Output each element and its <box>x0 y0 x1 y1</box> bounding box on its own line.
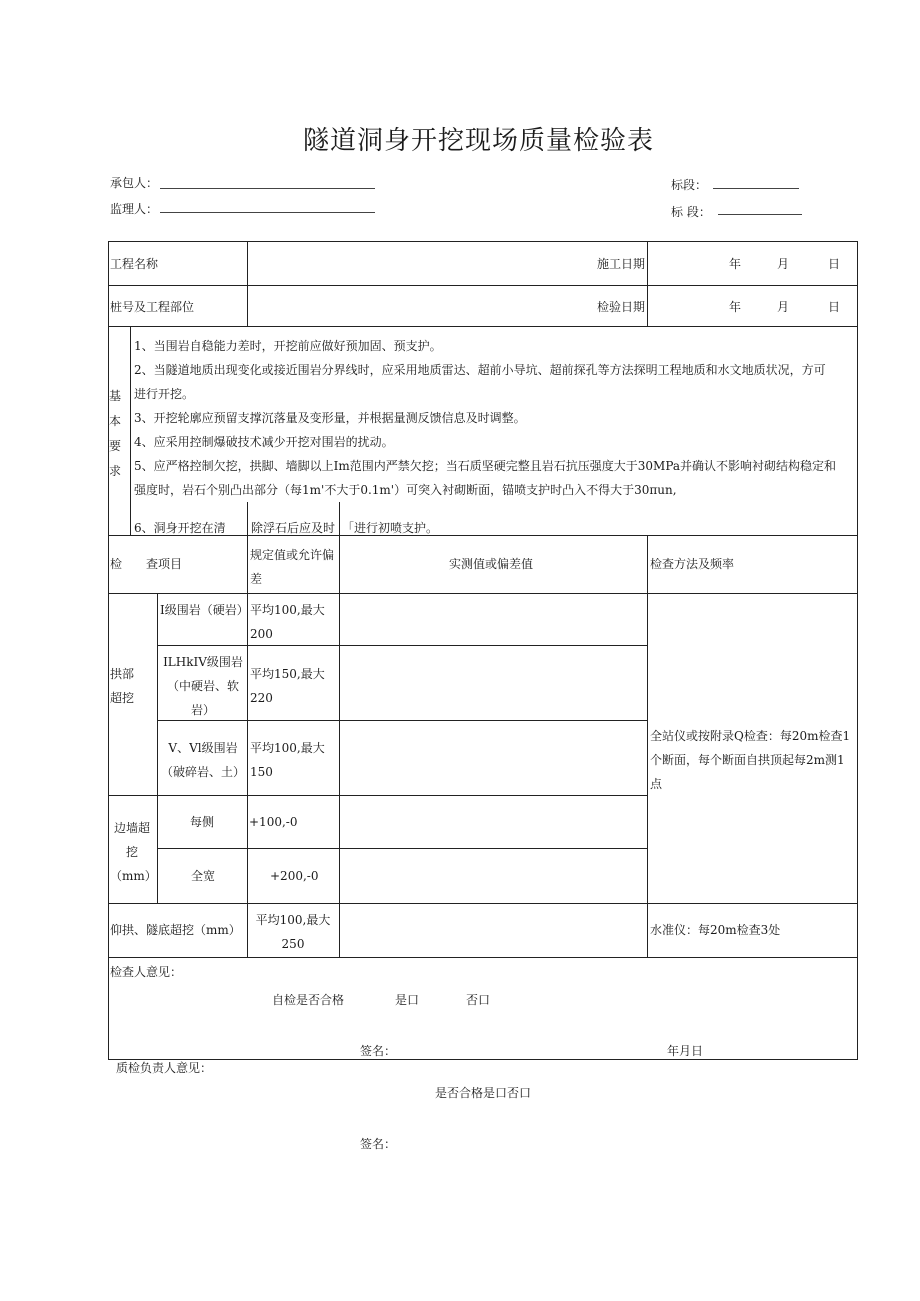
arch-overbreak-label: 拱部超挖 <box>110 667 135 705</box>
invert-spec: 平均100,最大250 <box>255 913 331 951</box>
inspection-date-year: 年 <box>729 300 742 314</box>
qc-opinion-label: 质检负责人意见： <box>116 1061 213 1075</box>
no-checkbox[interactable]: 否口 <box>466 993 491 1007</box>
arch-spec-1: 平均100,最大200 <box>250 603 325 641</box>
arch-grade-1: I级围岩（硬岩） <box>160 603 249 617</box>
arch-grade-2: ILHkIV级围岩（中硬岩、软岩） <box>163 655 243 717</box>
invert-overbreak-label: 仰拱、隧底超挖（mm） <box>110 923 241 937</box>
section-field-1[interactable] <box>713 188 799 189</box>
self-check-label: 自检是否合格 <box>272 993 345 1007</box>
requirement-2: 2、当隧道地质出现变化或接近围岩分界线时，应采用地质雷达、超前小导坑、超前探孔等方法探明工程地质和水文地质状况，方可 <box>134 363 826 377</box>
inspection-date-label: 检验日期 <box>597 300 646 314</box>
inspection-date-day: 日 <box>828 300 841 314</box>
contractor-label: 承包人： <box>110 176 159 190</box>
inspector-sign-label: 签名： <box>360 1044 397 1058</box>
arch-spec-3: 平均100,最大150 <box>250 741 325 779</box>
section-field-2[interactable] <box>718 214 802 215</box>
wall-spec-full-width: +200,-0 <box>270 869 319 883</box>
project-name-label: 工程名称 <box>110 257 159 271</box>
qc-check[interactable]: 是否合格是口否口 <box>435 1086 532 1100</box>
supervisor-field[interactable] <box>160 212 375 213</box>
qc-sign-label: 签名： <box>360 1137 397 1151</box>
requirement-4: 4、应采用控制爆破技术减少开挖对围岩的扰动。 <box>134 435 394 449</box>
requirement-1: 1、当围岩自稳能力差时，开挖前应做好预加固、预支护。 <box>134 339 442 353</box>
inspection-date-month: 月 <box>777 300 790 314</box>
requirement-5: 5、应严格控制欠挖，拱脚、墙脚以上Im范围内严禁欠挖；当石质坚硬完整且岩石抗压强度大于30MPa并确认不影响衬砌结构稳定和 <box>134 459 837 473</box>
section-label-1: 标段： <box>671 178 708 192</box>
construction-date-year: 年 <box>729 257 742 271</box>
construction-date-month: 月 <box>777 257 790 271</box>
page-title: 隧道洞身开挖现场质量检验表 <box>303 126 655 156</box>
requirement-6-part2: 除浮石后应及时 <box>251 521 336 535</box>
construction-date-day: 日 <box>828 257 841 271</box>
inspector-date-label: 年月日 <box>667 1044 704 1058</box>
requirement-6-part3: 「进行初喷支护。 <box>342 521 439 535</box>
wall-overbreak-label: 边墙超挖（mm） <box>110 821 157 883</box>
construction-date-label: 施工日期 <box>597 257 646 271</box>
col-header-method: 检查方法及频率 <box>650 557 735 571</box>
col-header-item: 检 查项目 <box>110 557 183 571</box>
supervisor-label: 监理人： <box>110 202 159 216</box>
arch-method: 全站仪或按附录Q检查：每20m检查1个断面，每个断面自拱顶起每2m测1点 <box>650 729 851 791</box>
basic-requirements-label: 基本要求 <box>108 389 121 478</box>
contractor-field[interactable] <box>160 188 375 189</box>
arch-spec-2: 平均150,最大220 <box>250 667 325 705</box>
col-header-measured: 实测值或偏差值 <box>449 557 534 571</box>
requirement-6-part1: 6、洞身开挖在清 <box>134 521 226 535</box>
wall-row-full-width: 全宽 <box>191 869 216 883</box>
requirement-2-cont: 进行开挖。 <box>134 387 195 401</box>
section-label-2: 标 段： <box>671 205 711 219</box>
requirement-5-cont: 强度时，岩石个别凸出部分（每1m'不大于0.1m'）可突入衬砌断面，锚喷支护时凸入不得大于30πun, <box>134 483 677 497</box>
requirement-3: 3、开挖轮廓应预留支撑沉落量及变形量，并根据量测反馈信息及时调整。 <box>134 411 526 425</box>
yes-checkbox[interactable]: 是口 <box>395 993 420 1007</box>
arch-grade-3: V、Vl级围岩（破碎岩、土） <box>160 741 245 779</box>
invert-method: 水准仪：每20m检查3处 <box>650 923 781 937</box>
inspector-opinion-label: 检查人意见： <box>110 965 183 979</box>
stake-label: 桩号及工程部位 <box>110 300 195 314</box>
col-header-spec: 规定值或允许偏差 <box>250 548 335 586</box>
wall-spec-each-side: +100,-0 <box>249 815 298 829</box>
wall-row-each-side: 每侧 <box>190 815 215 829</box>
